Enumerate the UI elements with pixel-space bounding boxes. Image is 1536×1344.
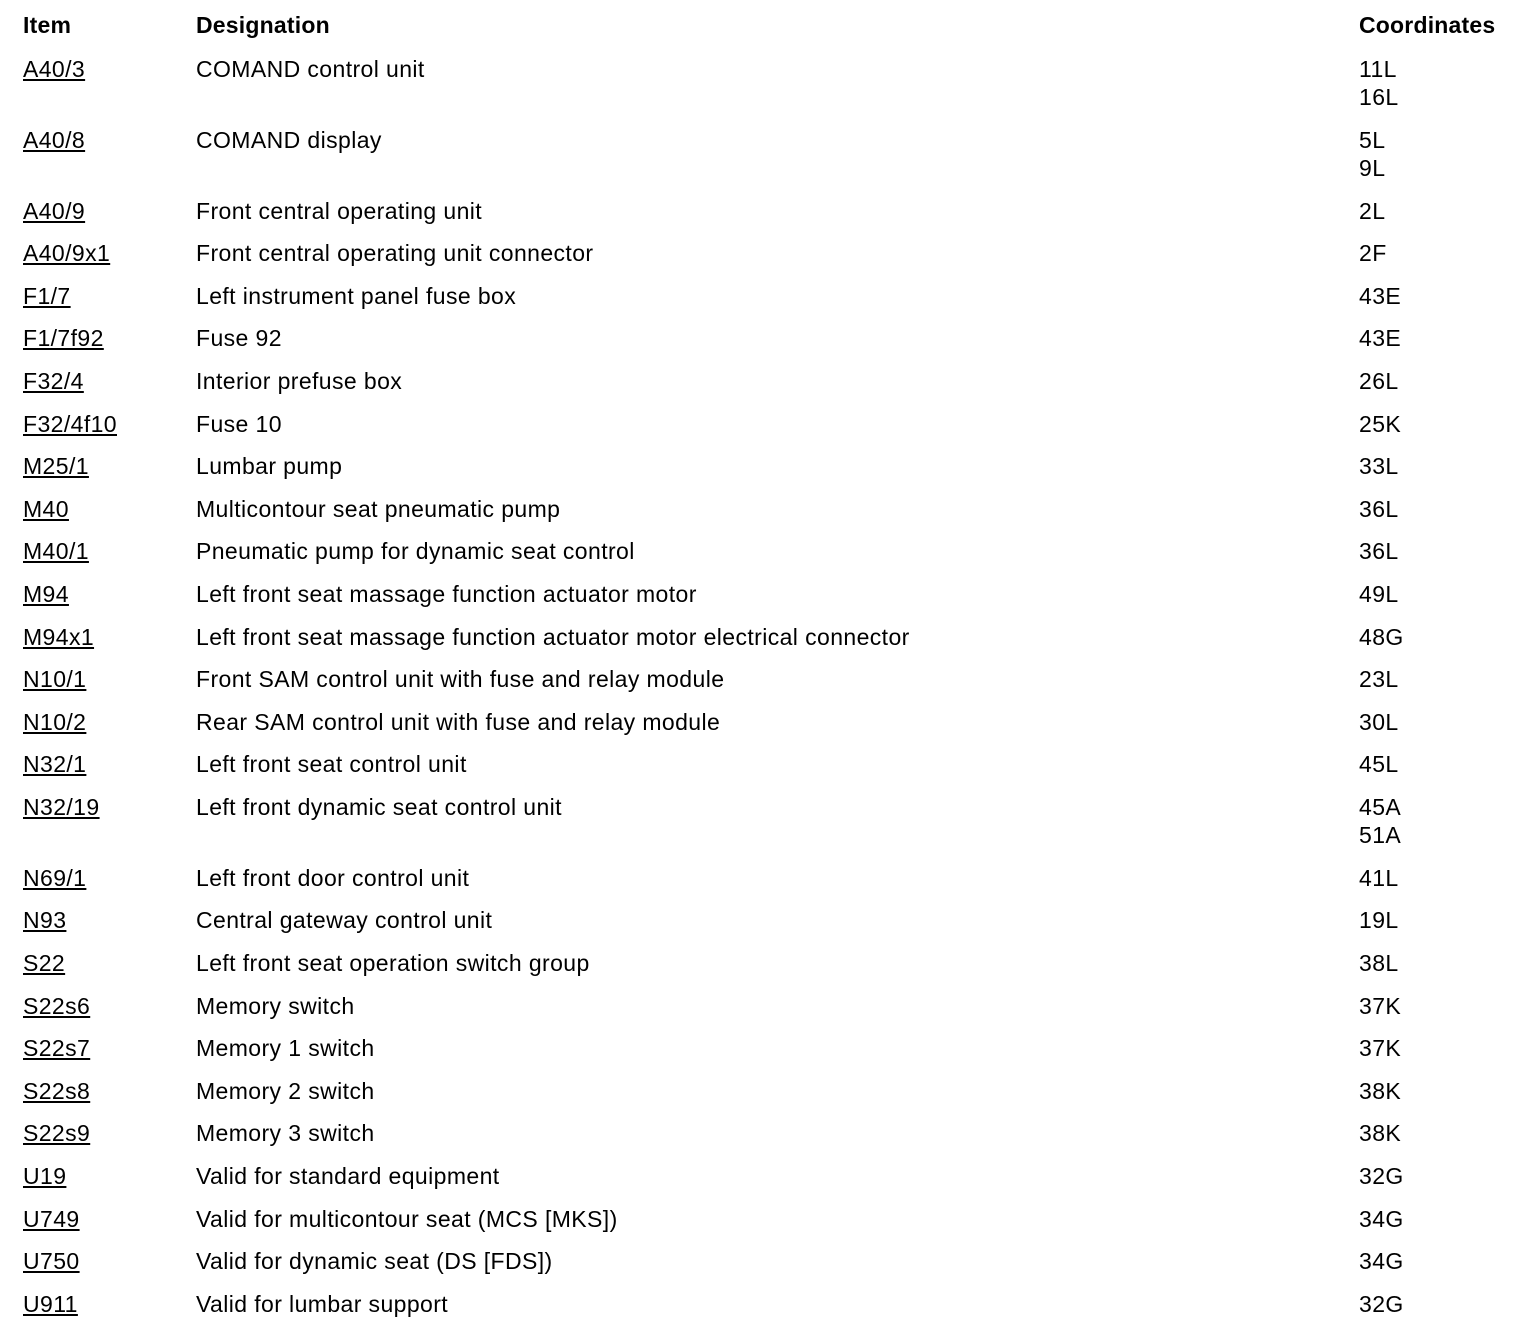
item-cell bbox=[23, 197, 85, 225]
item-cell bbox=[23, 1119, 90, 1147]
coordinate-value: 32G bbox=[1359, 1290, 1404, 1317]
item-link[interactable]: S22 bbox=[23, 950, 66, 976]
coordinates-cell bbox=[1359, 1034, 1401, 1062]
designation-cell: Left front seat control unit bbox=[196, 751, 467, 778]
designation-cell: Central gateway control unit bbox=[196, 907, 493, 934]
coordinate-value: 2F bbox=[1359, 240, 1387, 267]
designation-cell: Left front dynamic seat control unit bbox=[196, 794, 562, 820]
coordinate-value: 34G bbox=[1359, 1205, 1404, 1232]
coordinate-value: 48G bbox=[1359, 623, 1404, 650]
coordinates-cell bbox=[1359, 1162, 1404, 1190]
coordinate-value: 36L bbox=[1359, 495, 1399, 522]
designation-cell: Memory 1 switch bbox=[196, 1035, 375, 1062]
designation-cell: Memory 3 switch bbox=[196, 1120, 375, 1147]
item-link[interactable]: S22s8 bbox=[23, 1077, 91, 1104]
column-header-designation: Designation bbox=[196, 12, 330, 38]
item-link[interactable]: N93 bbox=[23, 907, 67, 934]
coordinate-value: 16L bbox=[1359, 84, 1399, 110]
designation-cell: Left instrument panel fuse box bbox=[196, 282, 517, 309]
coordinates-cell bbox=[1359, 495, 1399, 523]
designation-cell: Valid for standard equipment bbox=[196, 1163, 500, 1189]
coordinates-cell bbox=[1359, 55, 1399, 111]
coordinates-cell bbox=[1359, 1077, 1401, 1105]
item-cell bbox=[23, 992, 90, 1020]
designation-cell: Memory switch bbox=[196, 992, 355, 1019]
item-cell bbox=[23, 537, 89, 565]
coordinates-cell bbox=[1359, 126, 1385, 182]
item-cell bbox=[23, 239, 110, 267]
item-link[interactable]: A40/9x1 bbox=[23, 240, 111, 267]
coordinates-cell bbox=[1359, 1119, 1401, 1147]
item-cell bbox=[23, 282, 71, 310]
coordinates-cell bbox=[1359, 750, 1399, 778]
item-link[interactable]: S22s6 bbox=[23, 992, 91, 1019]
designation-cell: Valid for multicontour seat (MCS [MKS]) bbox=[196, 1205, 618, 1232]
coordinates-cell bbox=[1359, 1290, 1404, 1318]
item-cell bbox=[23, 949, 65, 977]
designation-cell: Front central operating unit bbox=[196, 197, 483, 224]
coordinate-value: 36L bbox=[1359, 538, 1399, 565]
item-link[interactable]: M94x1 bbox=[23, 623, 95, 650]
designation-cell: Pneumatic pump for dynamic seat control bbox=[196, 538, 635, 565]
item-cell bbox=[23, 324, 104, 352]
item-cell bbox=[23, 906, 66, 934]
coordinates-cell bbox=[1359, 623, 1404, 651]
item-cell bbox=[23, 1034, 90, 1062]
item-cell bbox=[23, 864, 86, 892]
item-cell bbox=[23, 126, 85, 154]
coordinates-cell bbox=[1359, 537, 1399, 565]
designation-cell: Left front door control unit bbox=[196, 864, 470, 891]
item-link[interactable]: M25/1 bbox=[23, 453, 89, 480]
coordinate-value: 32G bbox=[1359, 1163, 1404, 1189]
item-link[interactable]: N10/1 bbox=[23, 666, 87, 693]
coordinate-value: 51A bbox=[1359, 822, 1402, 848]
coordinate-value: 38K bbox=[1359, 1120, 1402, 1147]
item-link[interactable]: A40/9 bbox=[23, 197, 86, 224]
coordinate-value: 37K bbox=[1359, 1035, 1402, 1062]
item-link[interactable]: N69/1 bbox=[23, 864, 87, 891]
designation-cell: COMAND display bbox=[196, 126, 382, 153]
item-link[interactable]: F1/7 bbox=[23, 282, 71, 309]
coordinates-cell bbox=[1359, 452, 1399, 480]
designation-cell: Fuse 92 bbox=[196, 325, 282, 352]
designation-cell: Front central operating unit connector bbox=[196, 240, 594, 267]
item-link[interactable]: A40/3 bbox=[23, 56, 86, 82]
coordinate-value: 26L bbox=[1359, 368, 1399, 394]
item-link[interactable]: F32/4f10 bbox=[23, 410, 117, 437]
item-link[interactable]: N10/2 bbox=[23, 708, 87, 735]
item-cell bbox=[23, 793, 100, 821]
designation-cell: Memory 2 switch bbox=[196, 1077, 375, 1104]
coordinates-cell bbox=[1359, 708, 1399, 736]
designation-cell: Multicontour seat pneumatic pump bbox=[196, 495, 561, 522]
coordinates-cell bbox=[1359, 906, 1399, 934]
item-cell bbox=[23, 495, 69, 523]
item-cell bbox=[23, 580, 69, 608]
item-link[interactable]: S22s9 bbox=[23, 1120, 91, 1147]
item-link[interactable]: A40/8 bbox=[23, 126, 86, 153]
coordinate-value: 45L bbox=[1359, 751, 1399, 778]
designation-cell: Valid for dynamic seat (DS [FDS]) bbox=[196, 1248, 553, 1275]
coordinates-cell bbox=[1359, 949, 1399, 977]
coordinate-value: 30L bbox=[1359, 708, 1399, 735]
coordinates-cell bbox=[1359, 324, 1401, 352]
coordinate-value: 5L bbox=[1359, 126, 1386, 153]
item-link[interactable]: U749 bbox=[23, 1205, 80, 1232]
coordinate-value: 43E bbox=[1359, 282, 1402, 309]
item-link[interactable]: F1/7f92 bbox=[23, 325, 104, 352]
item-cell bbox=[23, 1077, 90, 1105]
coordinate-value: 41L bbox=[1359, 864, 1399, 891]
coordinates-cell bbox=[1359, 239, 1387, 267]
item-cell bbox=[23, 1205, 80, 1233]
designation-cell: Valid for lumbar support bbox=[196, 1290, 449, 1317]
item-link[interactable]: N32/1 bbox=[23, 751, 87, 778]
coordinate-value: 2L bbox=[1359, 197, 1386, 224]
designation-cell: Fuse 10 bbox=[196, 410, 282, 437]
coordinate-value: 33L bbox=[1359, 453, 1399, 480]
coordinate-value: 38L bbox=[1359, 950, 1399, 976]
designation-cell: Left front seat operation switch group bbox=[196, 950, 590, 976]
item-link[interactable]: S22s7 bbox=[23, 1035, 91, 1062]
item-cell bbox=[23, 623, 94, 651]
item-cell bbox=[23, 708, 86, 736]
coordinate-value: 37K bbox=[1359, 992, 1402, 1019]
coordinates-cell bbox=[1359, 1205, 1404, 1233]
coordinate-value: 11L bbox=[1359, 56, 1397, 82]
coordinate-value: 25K bbox=[1359, 410, 1402, 437]
coordinates-cell bbox=[1359, 282, 1401, 310]
coordinates-cell bbox=[1359, 864, 1399, 892]
item-cell bbox=[23, 1162, 66, 1190]
designation-cell: Left front seat massage function actuator motor electrical connector bbox=[196, 623, 910, 650]
coordinate-value: 38K bbox=[1359, 1077, 1402, 1104]
item-link[interactable]: M40/1 bbox=[23, 538, 89, 565]
item-cell bbox=[23, 55, 85, 83]
designation-cell: COMAND control unit bbox=[196, 56, 425, 82]
item-link[interactable]: N32/19 bbox=[23, 794, 100, 820]
item-link[interactable]: U911 bbox=[23, 1290, 78, 1317]
designation-cell: Front SAM control unit with fuse and relay module bbox=[196, 666, 725, 693]
coordinate-value: 19L bbox=[1359, 907, 1399, 934]
coordinates-cell bbox=[1359, 367, 1399, 395]
designation-cell: Rear SAM control unit with fuse and relay module bbox=[196, 708, 721, 735]
coordinates-cell bbox=[1359, 793, 1401, 849]
item-cell bbox=[23, 367, 84, 395]
item-cell bbox=[23, 452, 89, 480]
item-link[interactable]: M94 bbox=[23, 581, 69, 607]
coordinates-cell bbox=[1359, 992, 1401, 1020]
item-link[interactable]: F32/4 bbox=[23, 368, 84, 394]
item-cell bbox=[23, 665, 86, 693]
item-link[interactable]: U750 bbox=[23, 1248, 80, 1275]
coordinate-value: 49L bbox=[1359, 581, 1399, 607]
column-header-coordinates: Coordinates bbox=[1359, 12, 1496, 38]
designation-cell: Left front seat massage function actuator motor bbox=[196, 581, 697, 607]
item-cell bbox=[23, 1290, 78, 1318]
coordinate-value: 43E bbox=[1359, 325, 1402, 352]
item-link[interactable]: M40 bbox=[23, 495, 69, 522]
coordinates-cell bbox=[1359, 1247, 1404, 1275]
coordinate-value: 34G bbox=[1359, 1248, 1404, 1275]
column-header-item: Item bbox=[23, 12, 72, 38]
designation-cell: Lumbar pump bbox=[196, 453, 343, 480]
coordinate-value: 23L bbox=[1359, 666, 1399, 693]
coordinates-cell bbox=[1359, 665, 1399, 693]
item-cell bbox=[23, 750, 86, 778]
item-link[interactable]: U19 bbox=[23, 1163, 67, 1189]
coordinate-value: 45A bbox=[1359, 794, 1402, 820]
coordinate-value: 9L bbox=[1359, 154, 1386, 181]
item-cell bbox=[23, 1247, 80, 1275]
coordinates-cell bbox=[1359, 197, 1385, 225]
designation-cell: Interior prefuse box bbox=[196, 368, 403, 394]
coordinates-cell bbox=[1359, 410, 1401, 438]
coordinates-cell bbox=[1359, 580, 1399, 608]
item-cell bbox=[23, 410, 117, 438]
